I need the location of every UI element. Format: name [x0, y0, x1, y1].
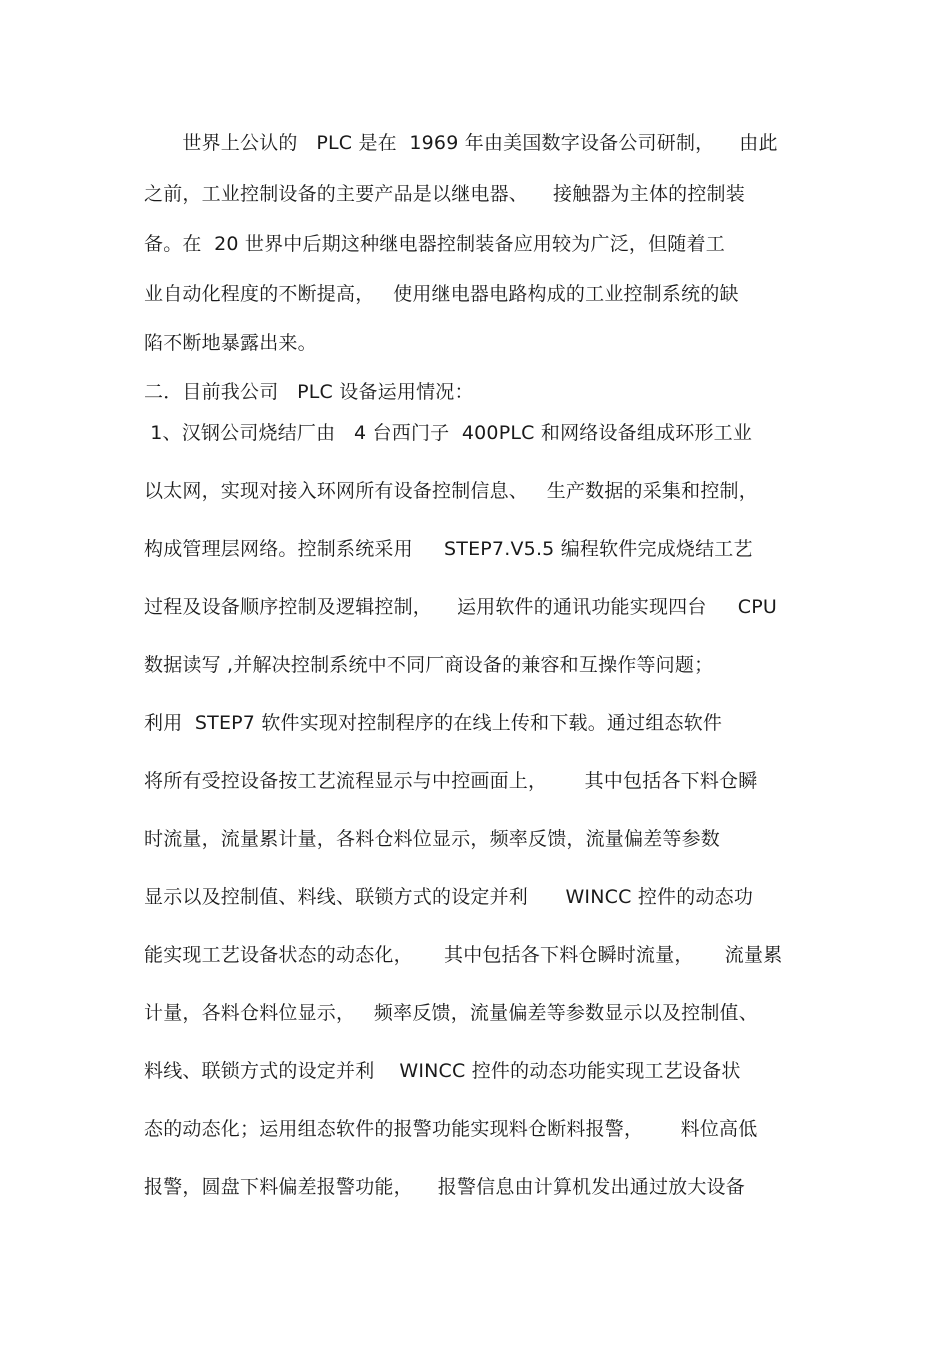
paragraph-line: 态的动态化；运用组态软件的报警功能实现料仓断料报警， 料位高低: [144, 1118, 758, 1140]
paragraph-line: 世界上公认的 PLC 是在 1969 年由美国数字设备公司研制， 由此: [144, 132, 778, 154]
paragraph-line: 时流量，流量累计量，各料仓料位显示，频率反馈，流量偏差等参数: [144, 828, 721, 850]
paragraph-line: 显示以及控制值、料线、联锁方式的设定并利 WINCC 控件的动态功: [144, 886, 754, 908]
paragraph-line: 以太网，实现对接入环网所有设备控制信息、 生产数据的采集和控制，: [144, 480, 758, 502]
paragraph-line: 之前，工业控制设备的主要产品是以继电器、 接触器为主体的控制装: [144, 183, 745, 205]
paragraph-line: 业自动化程度的不断提高， 使用继电器电路构成的工业控制系统的缺: [144, 283, 739, 305]
paragraph-line: 料线、联锁方式的设定并利 WINCC 控件的动态功能实现工艺设备状: [144, 1060, 741, 1082]
paragraph-line: 计量，各料仓料位显示， 频率反馈，流量偏差等参数显示以及控制值、: [144, 1002, 758, 1024]
paragraph-line: 将所有受控设备按工艺流程显示与中控画面上， 其中包括各下料仓瞬: [144, 770, 758, 792]
paragraph-line: 数据读写 ,并解决控制系统中不同厂商设备的兼容和互操作等问题；: [144, 654, 714, 676]
paragraph-line: 构成管理层网络。控制系统采用 STEP7.V5.5 编程软件完成烧结工艺: [144, 538, 753, 560]
paragraph-line: 1、汉钢公司烧结厂由 4 台西门子 400PLC 和网络设备组成环形工业: [144, 422, 753, 444]
section-heading: 二．目前我公司 PLC 设备运用情况：: [144, 381, 474, 403]
paragraph-line: 能实现工艺设备状态的动态化， 其中包括各下料仓瞬时流量， 流量累: [144, 944, 783, 966]
paragraph-line: 备。在 20 世界中后期这种继电器控制装备应用较为广泛，但随着工: [144, 233, 725, 255]
paragraph-line: 过程及设备顺序控制及逻辑控制， 运用软件的通讯功能实现四台 CPU: [144, 596, 777, 618]
paragraph-line: 陷不断地暴露出来。: [144, 332, 317, 354]
paragraph-line: 利用 STEP7 软件实现对控制程序的在线上传和下载。通过组态软件: [144, 712, 723, 734]
paragraph-line: 报警，圆盘下料偏差报警功能， 报警信息由计算机发出通过放大设备: [144, 1176, 745, 1198]
